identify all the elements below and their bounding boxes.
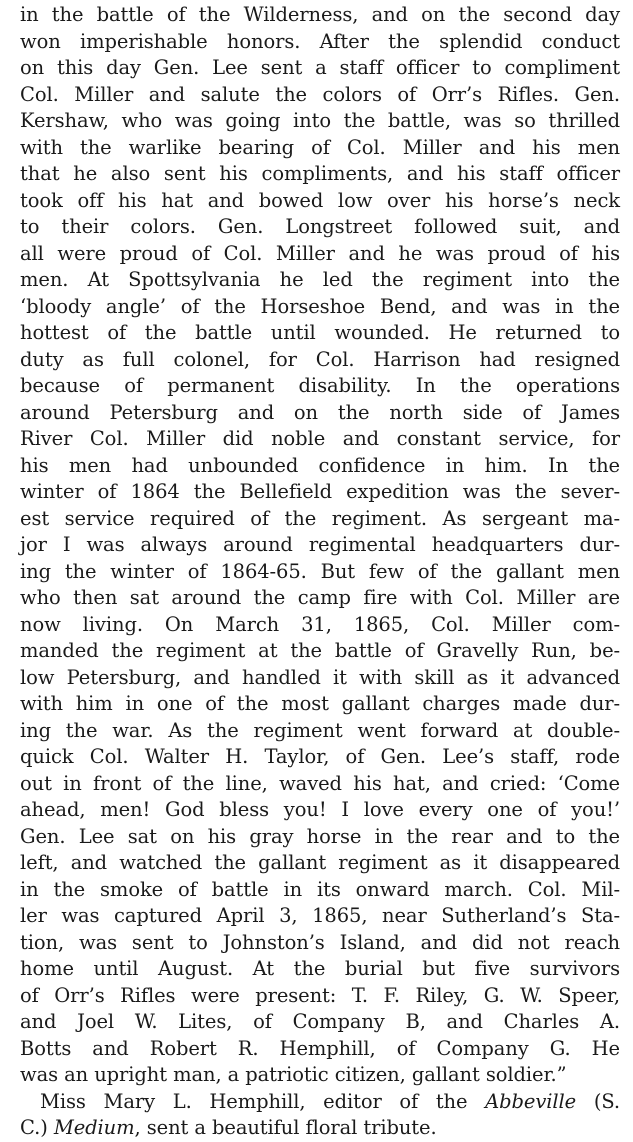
text-line: to their colors. Gen. Longstreet followed suit, and: [20, 215, 620, 238]
text-line: Col. Miller and salute the colors of Orr’s Rifles. Gen.: [20, 82, 620, 106]
text-line: River Col. Miller did noble and constant service, for: [20, 427, 620, 450]
closing-paragraph: [20, 1089, 620, 1142]
text-line: hottest of the battle until wounded. He returned to: [20, 321, 620, 344]
text-line: was an upright man, a patriotic citizen, gallant soldier.”: [20, 1063, 567, 1086]
text-line: duty as full colonel, for Col. Harrison had resigned: [20, 347, 620, 371]
text-line: tion, was sent to Johnston’s Island, and did not reach: [20, 930, 620, 954]
text-line: ‘bloody angle’ of the Horseshoe Bend, and was in the: [20, 294, 620, 318]
text-line: winter of 1864 the Bellefield expedition was the sever-: [20, 480, 620, 503]
text-line: with him in one of the most gallant charges made dur-: [20, 692, 620, 715]
newspaper-name-italic: Medium: [53, 1116, 135, 1139]
text-line: low Petersburg, and handled it with skill as it advanced: [20, 665, 620, 689]
text-line: jor I was always around regimental headquarters dur-: [20, 533, 620, 556]
text-line: of Orr’s Rifles were present: T. F. Riley, G. W. Speer,: [20, 983, 620, 1007]
text-line: his men had unbounded confidence in him. In the: [20, 453, 620, 477]
text-line: home until August. At the burial but five survivors: [20, 957, 620, 980]
text-line: ing the winter of 1864-65. But few of the gallant men: [20, 559, 620, 583]
text-line: ahead, men! God bless you! I love every one of you!’: [20, 798, 620, 821]
text-line: out in front of the line, waved his hat, and cried: ‘Come: [20, 771, 620, 795]
text-line: all were proud of Col. Miller and he was proud of his: [20, 241, 620, 265]
newspaper-name-italic: Abbeville: [485, 1089, 577, 1113]
text-line: men. At Spottsylvania he led the regiment into the: [20, 268, 620, 291]
text-line: won imperishable honors. After the splendid conduct: [20, 29, 620, 53]
text-line: that he also sent his compliments, and his staff officer: [20, 162, 620, 185]
text-line: Gen. Lee sat on his gray horse in the rear and to the: [20, 824, 620, 848]
text-run: Miss Mary L. Hemphill, editor of the: [40, 1089, 486, 1113]
text-line: ler was captured April 3, 1865, near Sutherland’s Sta-: [20, 904, 620, 927]
text-line: [20, 1115, 620, 1142]
text-line: ing the war. As the regiment went forward at double-: [20, 718, 620, 742]
text-line: manded the regiment at the battle of Gravelly Run, be-: [20, 639, 620, 662]
text-line: took off his hat and bowed low over his horse’s neck: [20, 188, 620, 212]
quoted-paragraph: [20, 2, 620, 1089]
text-run: C.): [20, 1116, 54, 1139]
text-line: est service required of the regiment. As sergeant ma-: [20, 506, 620, 530]
text-run: , sent a beautiful floral tribute.: [134, 1116, 437, 1139]
text-line: Kershaw, who was going into the battle, was so thrilled: [20, 109, 620, 132]
text-line: in the smoke of battle in its onward march. Col. Mil-: [20, 877, 620, 901]
text-line: on this day Gen. Lee sent a staff officer to compliment: [20, 56, 620, 79]
text-line: who then sat around the camp fire with Col. Miller are: [20, 586, 620, 609]
text-line: Botts and Robert R. Hemphill, of Company G. He: [20, 1036, 620, 1060]
text-run: (S.: [576, 1089, 620, 1113]
text-line: and Joel W. Lites, of Company B, and Charles A.: [20, 1010, 620, 1033]
text-line: around Petersburg and on the north side of James: [20, 400, 620, 424]
text-line: left, and watched the gallant regiment as it disappeared: [20, 851, 620, 874]
text-line: because of permanent disability. In the operations: [20, 374, 620, 397]
text-line: now living. On March 31, 1865, Col. Miller com-: [20, 612, 620, 636]
text-line: quick Col. Walter H. Taylor, of Gen. Lee’s staff, rode: [20, 745, 620, 768]
document-page: [20, 0, 620, 1142]
text-line: in the battle of the Wilderness, and on the second day: [20, 3, 620, 26]
text-line: with the warlike bearing of Col. Miller and his men: [20, 135, 620, 159]
text-line: [20, 1089, 620, 1116]
